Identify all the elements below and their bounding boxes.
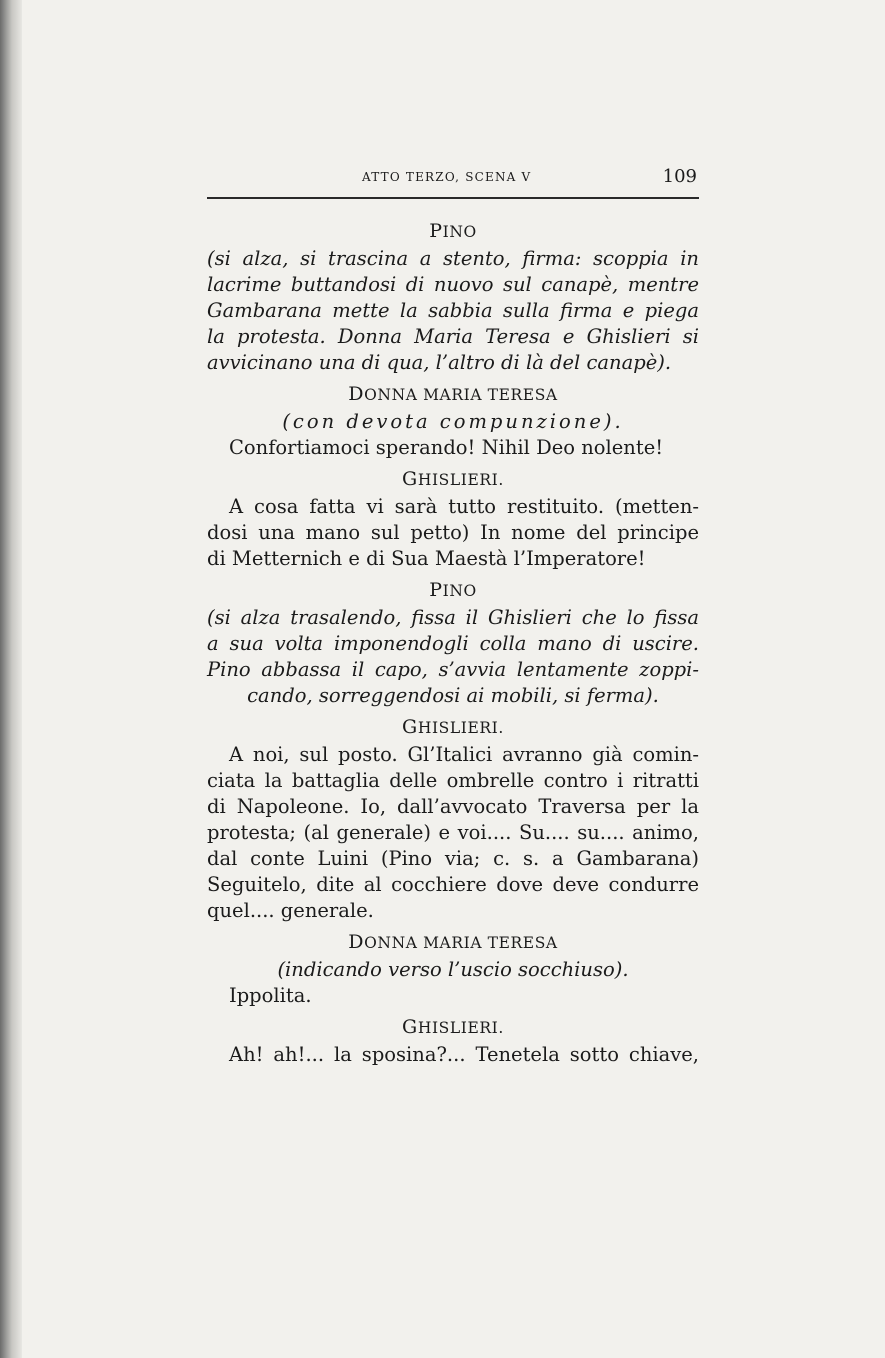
- play-text: [207, 213, 699, 1068]
- dialogue-line: A noi, sul posto. Gl’Italici avranno già comin-: [229, 743, 699, 766]
- stage-direction-line: lacrime buttandosi di nuovo sul canapè, mentre: [207, 273, 699, 296]
- stage-direction-line: la protesta. Donna Maria Teresa e Ghislieri si: [207, 325, 699, 348]
- dialogue-line: ciata la battaglia delle ombrelle contro i ritratti: [207, 769, 699, 792]
- dialogue-line: di Napoleone. Io, dall’avvocato Traversa per la: [207, 795, 699, 818]
- speaker-name-rest: HISLIERI.: [417, 1019, 504, 1037]
- speaker-name-rest: INO: [442, 223, 477, 241]
- speaker-initial: D: [348, 931, 365, 953]
- speaker-name-rest: ONNA MARIA TERESA: [364, 386, 558, 404]
- speaker-initial: P: [429, 220, 443, 242]
- header-rule: [207, 197, 699, 199]
- speaker-name: [207, 382, 699, 407]
- stage-direction-line: (si alza, si trascina a stento, firma: scoppia in: [207, 247, 699, 270]
- stage-direction-line: (indicando verso l’uscio socchiuso).: [277, 958, 629, 981]
- stage-direction-line: Gambarana mette la sabbia sulla firma e piega: [207, 299, 699, 322]
- stage-direction-line: (con devota compunzione).: [282, 410, 624, 433]
- page-header: [207, 166, 699, 188]
- dialogue-line: di Metternich e di Sua Maestà l’Imperatore!: [207, 547, 646, 570]
- speaker-initial: G: [402, 716, 418, 738]
- speaker-name-rest: ONNA MARIA TERESA: [364, 934, 558, 952]
- dialogue-line: A cosa fatta vi sarà tutto restituito. (metten-: [229, 495, 699, 518]
- speaker-name: [207, 578, 699, 603]
- dialogue-line: dosi una mano sul petto) In nome del principe: [207, 521, 699, 544]
- speaker-name: [207, 1015, 699, 1040]
- dialogue-line: quel.... generale.: [207, 899, 374, 922]
- running-head: ATTO TERZO, SCENA V: [362, 170, 532, 184]
- dialogue-line: Confortiamoci sperando! Nihil Deo nolente!: [229, 436, 664, 459]
- stage-direction-line: avvicinano una di qua, l’altro di là del canapè).: [207, 351, 672, 374]
- page-number: 109: [662, 166, 697, 187]
- speaker-name: [207, 467, 699, 492]
- speaker-name: [207, 715, 699, 740]
- page-binding-edge: [0, 0, 22, 1358]
- stage-direction-line: cando, sorreggendosi ai mobili, si ferma).: [247, 684, 659, 707]
- speaker-initial: G: [402, 468, 418, 490]
- dialogue-line: Seguitelo, dite al cocchiere dove deve condurre: [207, 873, 699, 896]
- speaker-initial: D: [348, 383, 365, 405]
- dialogue-line: Ah! ah!... la sposina?... Tenetela sotto chiave,: [229, 1043, 699, 1066]
- speaker-name: [207, 219, 699, 244]
- speaker-name-rest: HISLIERI.: [417, 719, 504, 737]
- speaker-name-rest: INO: [442, 582, 477, 600]
- speaker-initial: G: [402, 1016, 418, 1038]
- stage-direction-line: a sua volta imponendogli colla mano di uscire.: [207, 632, 699, 655]
- speaker-name-rest: HISLIERI.: [417, 471, 504, 489]
- speaker-name: [207, 930, 699, 955]
- dialogue-line: Ippolita.: [229, 984, 312, 1007]
- stage-direction-line: (si alza trasalendo, fissa il Ghislieri che lo fissa: [207, 606, 699, 629]
- dialogue-line: protesta; (al generale) e voi.... Su.... su.... animo,: [207, 821, 699, 844]
- dialogue-line: dal conte Luini (Pino via; c. s. a Gambarana): [207, 847, 699, 870]
- speaker-initial: P: [429, 579, 443, 601]
- stage-direction-line: Pino abbassa il capo, s’avvia lentamente zoppi-: [207, 658, 699, 681]
